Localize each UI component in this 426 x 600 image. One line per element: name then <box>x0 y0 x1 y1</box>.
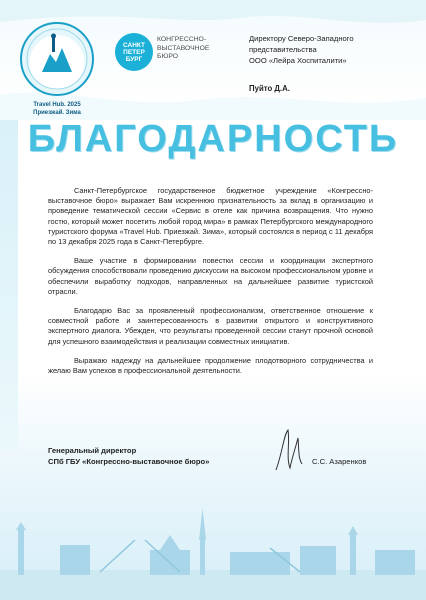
event-logo-text-2: Приезжай. Зима <box>33 110 81 116</box>
event-logo-text-1: Travel Hub. 2025 <box>33 102 81 108</box>
paragraph-1: Санкт-Петербургское государственное бюджетное учреждение «Конгрессно-выставочное бюро» выражает Вам искреннюю признательность за вклад в организацию и проведение тематической сессии «Сервис в отеле как причина возвращения. Что нужно гостю, который может посетить любой город мира» в рамках Петербургского международного туристского форума «Travel Hub. Приезжай. Зима», который состоялся в период с 11 декабря по 13 декабря 2025 года в Санкт-Петербурге. <box>48 186 373 247</box>
addressee-line-3: ООО «Лейра Хоспиталити» <box>249 56 347 65</box>
handwritten-signature <box>268 424 308 474</box>
addressee-block <box>249 33 354 66</box>
addressee-name: Пуйто Д.А. <box>249 84 290 93</box>
paragraph-4: Выражаю надежду на дальнейшее продолжение плодотворного сотрудничества и желаю Вам успехов в профессиональной деятельности. <box>48 355 373 376</box>
kvb-line-2: ВЫСТАВОЧНОЕ <box>157 44 210 52</box>
signer-name: С.С. Азаренков <box>312 457 367 466</box>
page-title: БЛАГОДАРНОСТЬ <box>27 118 399 160</box>
event-logo <box>20 22 94 116</box>
paragraph-3: Благодарю Вас за проявленный профессионализм, ответственное отношение к совместной работе и заинтересованность в развитии открытого и конструктивного экспертного диалога. Убежден, что результаты проведенной сессии станут прочной основой для успешного взаимодействия и реализации совместных инициатив. <box>48 306 373 346</box>
addressee-line-2: представительства <box>249 45 317 54</box>
spb-logo-line-1: САНКТ <box>122 42 146 49</box>
signer-role-line-2: СПб ГБУ «Конгрессно-выставочное бюро» <box>48 457 210 466</box>
paragraph-2: Ваше участие в формировании повестки сессии и координации экспертного обсуждения способствовали проведению дискуссии на высоком профессиональном уровне и обеспечили выработку подходов, направленных на дальнейшее развитие туристской отрасли. <box>48 256 373 296</box>
kvb-line-3: БЮРО <box>157 53 178 60</box>
spb-logo <box>115 33 153 71</box>
addressee-line-1: Директору Северо-Западного <box>249 34 354 43</box>
kvb-logo-text <box>157 36 209 62</box>
city-skyline-illustration <box>0 500 426 600</box>
spb-logo-line-2: ПЕТЕР <box>123 49 145 56</box>
kvb-line-1: КОНГРЕССНО- <box>157 36 207 43</box>
side-decoration <box>0 120 18 450</box>
spb-logo-line-3: БУРГ <box>125 56 143 63</box>
signer-role-line-1: Генеральный директор <box>48 446 137 455</box>
letter-body <box>48 186 373 385</box>
